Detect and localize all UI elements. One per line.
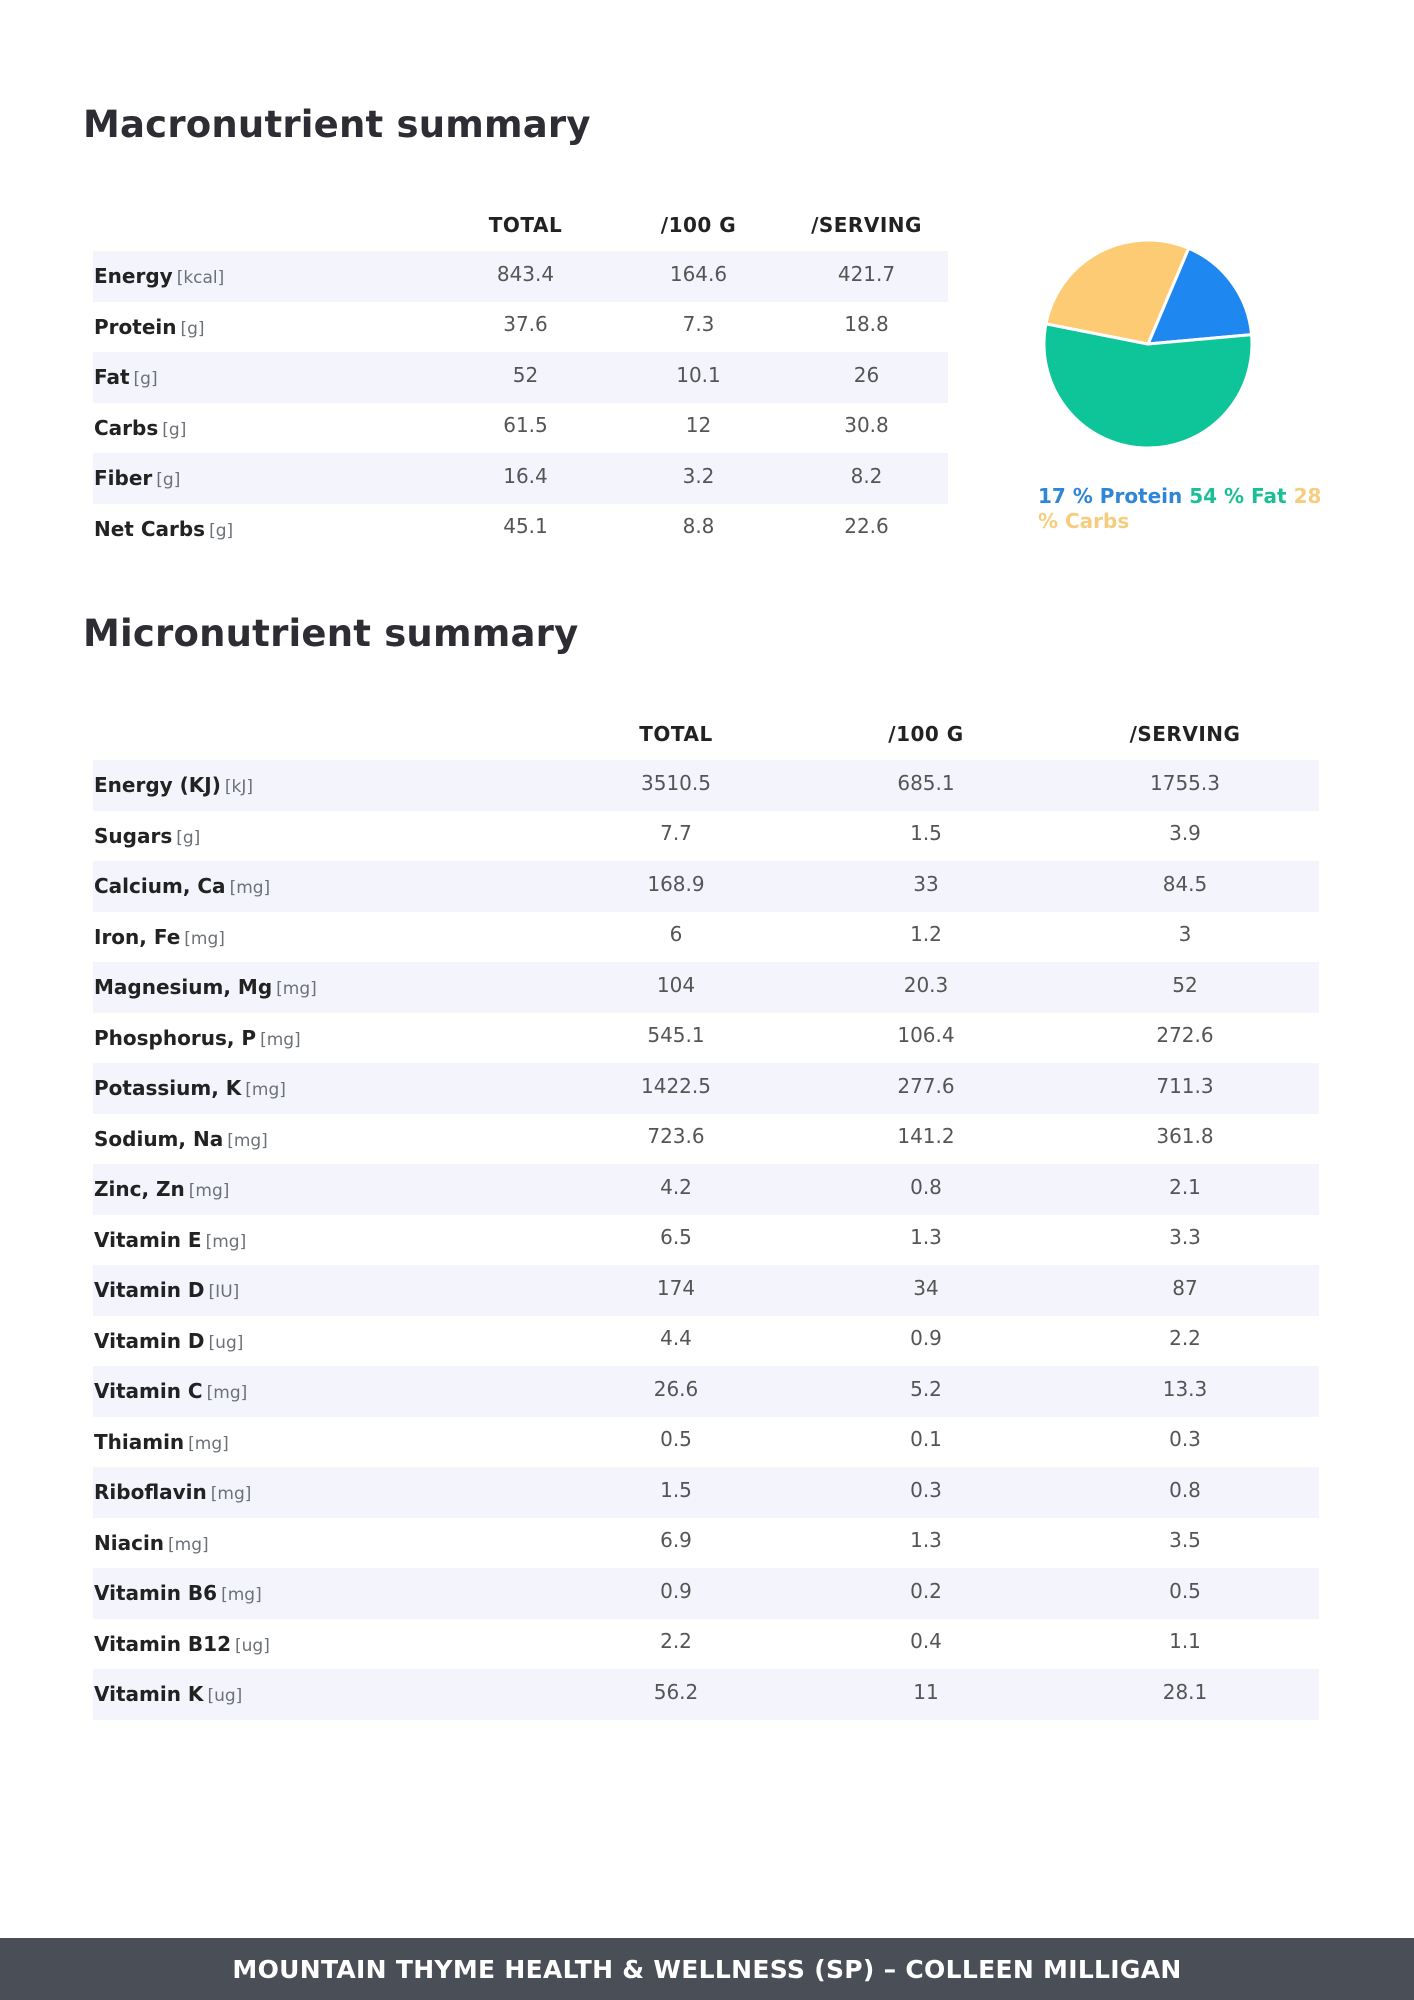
macro-row: [93, 453, 948, 504]
nutrient-name: Sugars: [94, 823, 173, 848]
nutrient-unit: [kJ]: [224, 777, 253, 798]
per100g-value: 685.1: [897, 770, 955, 795]
serving-value: 2.1: [1169, 1174, 1201, 1199]
per100g-value: 34: [913, 1275, 939, 1300]
serving-value: 3: [1178, 922, 1192, 947]
micro-row: [93, 1669, 1319, 1720]
serving-value: 0.3: [1169, 1427, 1201, 1452]
legend-carbs: 28 % Carbs: [1038, 484, 1322, 533]
nutrient-name: Thiamin: [94, 1429, 185, 1454]
macro-header-row: [93, 199, 948, 251]
nutrient-name: Vitamin D: [94, 1328, 205, 1353]
per100g-value: 1.3: [910, 1528, 942, 1553]
nutrient-unit: [mg]: [206, 1383, 248, 1404]
micro-row: [93, 1114, 1319, 1165]
macronutrient-summary-title: Macronutrient summary: [83, 103, 591, 146]
pie-legend: [1038, 484, 1338, 534]
nutrient-unit: [g]: [209, 520, 234, 541]
per100g-value: 0.8: [910, 1174, 942, 1199]
total-value: 0.5: [660, 1427, 692, 1452]
total-value: 3510.5: [641, 770, 711, 795]
macro-nutrient-cell: [93, 352, 439, 403]
micro-nutrient-cell: [93, 1215, 551, 1266]
nutrient-unit: [mg]: [188, 1433, 229, 1454]
nutrient-name: Calcium, Ca: [94, 874, 226, 899]
total-value: 1422.5: [641, 1073, 711, 1098]
micro-row: [93, 1366, 1319, 1417]
nutrient-unit: [g]: [180, 318, 205, 339]
macro-nutrient-cell: [93, 504, 439, 555]
nutrient-name: Niacin: [94, 1530, 165, 1555]
nutrient-name: Carbs: [94, 415, 159, 440]
per100g-value: 0.9: [910, 1326, 942, 1351]
total-value: 723.6: [647, 1124, 705, 1149]
macronutrient-pie-chart: [1040, 236, 1256, 452]
micro-nutrient-cell: [93, 1265, 551, 1316]
micro-nutrient-cell: [93, 1316, 551, 1367]
serving-value: 3.3: [1169, 1225, 1201, 1250]
micro-row: [93, 861, 1319, 912]
serving-value: 52: [1172, 972, 1198, 997]
per100g-value: 7.3: [682, 312, 715, 337]
micro-header-name: [93, 708, 551, 760]
nutrient-name: Phosphorus, P: [94, 1025, 257, 1050]
serving-value: 84.5: [1162, 871, 1208, 896]
micro-nutrient-cell: [93, 760, 551, 811]
micro-row: [93, 1265, 1319, 1316]
total-value: 545.1: [647, 1023, 705, 1048]
nutrient-name: Magnesium, Mg: [94, 975, 273, 1000]
total-value: 37.6: [503, 312, 548, 337]
micro-row: [93, 760, 1319, 811]
micronutrient-table: [93, 708, 1319, 1720]
total-value: 45.1: [503, 514, 548, 539]
serving-value: 361.8: [1156, 1124, 1214, 1149]
macro-nutrient-cell: [93, 403, 439, 454]
serving-value: 8.2: [850, 463, 883, 488]
micro-nutrient-cell: [93, 1063, 551, 1114]
total-value: 61.5: [503, 413, 548, 438]
nutrient-unit: [ug]: [208, 1332, 244, 1353]
per100g-value: 5.2: [910, 1376, 942, 1401]
nutrient-unit: [mg]: [221, 1585, 262, 1606]
total-value: 7.7: [660, 821, 692, 846]
nutrient-unit: [mg]: [260, 1029, 301, 1050]
nutrient-name: Vitamin K: [94, 1682, 204, 1707]
nutrient-name: Energy (KJ): [94, 773, 221, 798]
total-value: 56.2: [653, 1679, 699, 1704]
per100g-value: 0.1: [910, 1427, 942, 1452]
nutrient-name: Iron, Fe: [94, 924, 181, 949]
macronutrient-table: [93, 199, 948, 554]
total-value: 168.9: [647, 871, 705, 896]
total-value: 26.6: [653, 1376, 699, 1401]
serving-value: 421.7: [837, 261, 896, 286]
macro-row: [93, 302, 948, 353]
serving-value: 87: [1172, 1275, 1198, 1300]
serving-value: 18.8: [844, 312, 889, 337]
per100g-value: 164.6: [669, 261, 728, 286]
nutrient-unit: [g]: [162, 419, 187, 440]
serving-value: 30.8: [844, 413, 889, 438]
micro-nutrient-cell: [93, 811, 551, 862]
nutrient-name: Vitamin C: [94, 1379, 203, 1404]
total-value: 0.9: [660, 1578, 692, 1603]
nutrient-unit: [ug]: [207, 1686, 243, 1707]
nutrient-unit: [mg]: [229, 878, 271, 899]
total-value: 52: [512, 362, 539, 387]
micro-header-per100g: /100 G: [888, 722, 964, 746]
per100g-value: 10.1: [676, 362, 721, 387]
nutrient-unit: [g]: [133, 369, 158, 390]
nutrient-name: Riboflavin: [94, 1480, 207, 1505]
serving-value: 26: [853, 362, 880, 387]
serving-value: 0.5: [1169, 1578, 1201, 1603]
micro-row: [93, 912, 1319, 963]
micro-row: [93, 1467, 1319, 1518]
serving-value: 3.9: [1169, 821, 1201, 846]
micro-row: [93, 1063, 1319, 1114]
per100g-value: 20.3: [903, 972, 949, 997]
micro-nutrient-cell: [93, 912, 551, 963]
serving-value: 22.6: [844, 514, 889, 539]
macro-nutrient-cell: [93, 453, 439, 504]
macro-row: [93, 251, 948, 302]
micro-nutrient-cell: [93, 1568, 551, 1619]
micronutrient-summary-title: Micronutrient summary: [83, 612, 579, 655]
micro-row: [93, 1568, 1319, 1619]
nutrient-name: Energy: [94, 264, 173, 289]
nutrient-unit: [mg]: [227, 1130, 268, 1151]
micro-nutrient-cell: [93, 1417, 551, 1468]
per100g-value: 1.5: [910, 821, 942, 846]
nutrient-unit: [mg]: [184, 928, 225, 949]
micro-nutrient-cell: [93, 1467, 551, 1518]
micro-header-total: TOTAL: [639, 722, 713, 746]
macro-header-name: [93, 199, 439, 251]
nutrient-name: Fat: [94, 365, 130, 390]
serving-value: 0.8: [1169, 1477, 1201, 1502]
micro-nutrient-cell: [93, 962, 551, 1013]
serving-value: 272.6: [1156, 1023, 1214, 1048]
per100g-value: 0.3: [910, 1477, 942, 1502]
nutrient-unit: [mg]: [210, 1484, 252, 1505]
macro-row: [93, 403, 948, 454]
total-value: 2.2: [660, 1629, 692, 1654]
footer-banner: [0, 1938, 1414, 2000]
legend-fat: 54 % Fat: [1189, 484, 1287, 508]
micro-row: [93, 1316, 1319, 1367]
nutrient-name: Net Carbs: [94, 516, 206, 541]
micro-row: [93, 1215, 1319, 1266]
macro-row: [93, 504, 948, 555]
per100g-value: 1.3: [910, 1225, 942, 1250]
serving-value: 1755.3: [1150, 770, 1220, 795]
micro-nutrient-cell: [93, 1164, 551, 1215]
nutrient-name: Vitamin E: [94, 1227, 202, 1252]
micro-header-serving: /SERVING: [1129, 722, 1241, 746]
micro-nutrient-cell: [93, 1518, 551, 1569]
macro-header-total: TOTAL: [488, 213, 563, 237]
micro-nutrient-cell: [93, 1114, 551, 1165]
nutrient-unit: [g]: [176, 827, 201, 848]
micro-row: [93, 1417, 1319, 1468]
total-value: 6.9: [660, 1528, 692, 1553]
per100g-value: 3.2: [682, 463, 715, 488]
nutrient-unit: [IU]: [208, 1282, 240, 1303]
total-value: 6: [669, 922, 683, 947]
nutrient-unit: [kcal]: [176, 268, 225, 289]
nutrient-unit: [mg]: [205, 1231, 247, 1252]
per100g-value: 1.2: [910, 922, 942, 947]
nutrient-unit: [mg]: [245, 1080, 286, 1101]
micro-row: [93, 811, 1319, 862]
total-value: 104: [656, 972, 696, 997]
micro-row: [93, 1518, 1319, 1569]
total-value: 843.4: [496, 261, 555, 286]
micro-row: [93, 1619, 1319, 1670]
per100g-value: 33: [913, 871, 939, 896]
total-value: 16.4: [503, 463, 548, 488]
micro-nutrient-cell: [93, 1366, 551, 1417]
nutrient-name: Protein: [94, 314, 177, 339]
total-value: 174: [656, 1275, 696, 1300]
serving-value: 13.3: [1162, 1376, 1208, 1401]
per100g-value: 0.2: [910, 1578, 942, 1603]
nutrient-name: Vitamin D: [94, 1278, 205, 1303]
serving-value: 2.2: [1169, 1326, 1201, 1351]
micro-row: [93, 962, 1319, 1013]
micro-nutrient-cell: [93, 1669, 551, 1720]
nutrient-name: Sodium, Na: [94, 1126, 224, 1151]
nutrient-name: Potassium, K: [94, 1076, 242, 1101]
per100g-value: 11: [913, 1679, 939, 1704]
per100g-value: 0.4: [910, 1629, 942, 1654]
total-value: 4.2: [660, 1174, 692, 1199]
total-value: 4.4: [660, 1326, 692, 1351]
macro-row: [93, 352, 948, 403]
serving-value: 1.1: [1169, 1629, 1201, 1654]
per100g-value: 277.6: [897, 1073, 955, 1098]
nutrient-unit: [mg]: [168, 1534, 209, 1555]
nutrient-name: Vitamin B12: [94, 1631, 232, 1656]
nutrient-unit: [mg]: [276, 979, 317, 1000]
serving-value: 711.3: [1156, 1073, 1214, 1098]
nutrient-name: Vitamin B6: [94, 1581, 218, 1606]
micro-nutrient-cell: [93, 1013, 551, 1064]
legend-protein: 17 % Protein: [1038, 484, 1183, 508]
per100g-value: 8.8: [682, 514, 715, 539]
per100g-value: 141.2: [897, 1124, 955, 1149]
nutrient-name: Fiber: [94, 466, 153, 491]
serving-value: 28.1: [1162, 1679, 1208, 1704]
micro-nutrient-cell: [93, 861, 551, 912]
micro-nutrient-cell: [93, 1619, 551, 1670]
macro-header-per100g: /100 G: [660, 213, 737, 237]
serving-value: 3.5: [1169, 1528, 1201, 1553]
nutrient-unit: [g]: [156, 470, 181, 491]
nutrient-unit: [ug]: [235, 1635, 270, 1656]
per100g-value: 12: [685, 413, 712, 438]
macro-nutrient-cell: [93, 251, 439, 302]
footer-text: MOUNTAIN THYME HEALTH & WELLNESS (SP) – COLLEEN MILLIGAN: [232, 1954, 1182, 1984]
per100g-value: 106.4: [897, 1023, 955, 1048]
nutrient-unit: [mg]: [188, 1181, 230, 1202]
micro-row: [93, 1164, 1319, 1215]
macro-nutrient-cell: [93, 302, 439, 353]
nutrient-name: Zinc, Zn: [94, 1177, 185, 1202]
macro-header-serving: /SERVING: [811, 213, 922, 237]
micro-header-row: [93, 708, 1319, 760]
total-value: 6.5: [660, 1225, 692, 1250]
total-value: 1.5: [660, 1477, 692, 1502]
micro-row: [93, 1013, 1319, 1064]
